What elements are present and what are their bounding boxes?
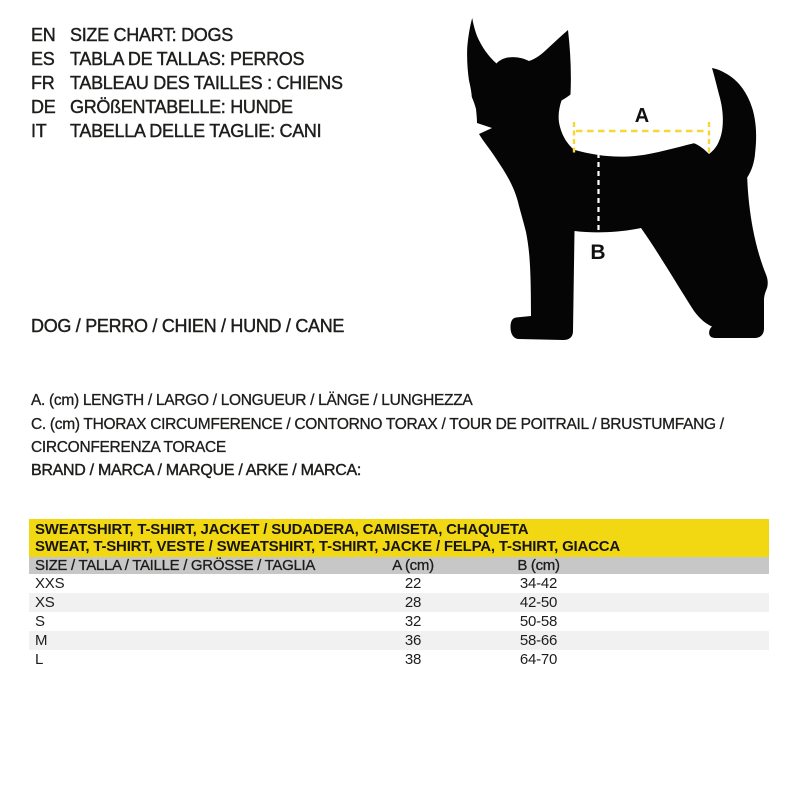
size-cell: L	[35, 651, 44, 668]
table-row	[29, 631, 769, 650]
table-header-row	[29, 557, 769, 574]
column-header-size: SIZE / TALLA / TAILLE / GRÖSSE / TAGLIA	[35, 557, 316, 574]
a-value-cell: 28	[404, 594, 422, 611]
size-cell: XS	[35, 594, 55, 611]
language-row	[31, 119, 343, 143]
language-title: SIZE CHART: DOGS	[70, 24, 233, 45]
table-title-line-1: SWEATSHIRT, T-SHIRT, JACKET / SUDADERA, CAMISETA, CHAQUETA	[35, 521, 529, 538]
language-code: FR	[31, 72, 55, 93]
table-row	[29, 593, 769, 612]
measurement-a-definition: A. (cm) LENGTH / LARGO / LONGUEUR / LÄNGE / LUNGHEZZA	[31, 392, 473, 409]
dog-measurement-diagram	[440, 0, 780, 348]
b-value-cell: 50-58	[519, 613, 558, 630]
language-title: TABELLA DELLE TAGLIE: CANI	[70, 120, 322, 141]
a-value-cell: 38	[404, 651, 422, 668]
table-row	[29, 612, 769, 631]
language-row	[31, 71, 343, 95]
table-row	[29, 574, 769, 593]
column-header-a: A (cm)	[392, 557, 434, 574]
b-value-cell: 64-70	[519, 651, 558, 668]
measurement-legend	[31, 389, 800, 460]
language-title: TABLEAU DES TAILLES : CHIENS	[70, 72, 343, 93]
language-list	[31, 23, 343, 143]
dog-silhouette-icon	[467, 18, 768, 340]
a-value-cell: 22	[404, 575, 422, 592]
size-table	[29, 519, 769, 669]
size-cell: S	[35, 613, 45, 630]
a-value-cell: 36	[404, 632, 422, 649]
measurement-c-definition: C. (cm) THORAX CIRCUMFERENCE / CONTORNO TORAX / TOUR DE POITRAIL / BRUSTUMFANG / CIRCONFERENZA TORACE	[31, 415, 724, 456]
language-code: DE	[31, 96, 56, 117]
animal-caption: DOG / PERRO / CHIEN / HUND / CANE	[31, 316, 345, 336]
measure-b-label: B	[590, 241, 606, 264]
brand-line: BRAND / MARCA / MARQUE / ARKE / MARCA:	[31, 462, 361, 479]
table-title-line-2: SWEAT, T-SHIRT, VESTE / SWEATSHIRT, T-SHIRT, JACKE / FELPA, T-SHIRT, GIACCA	[35, 538, 621, 555]
language-row	[31, 23, 343, 47]
language-title: TABLA DE TALLAS: PERROS	[70, 48, 305, 69]
language-code: ES	[31, 48, 55, 69]
language-row	[31, 47, 343, 71]
b-value-cell: 42-50	[519, 594, 558, 611]
measure-a-label: A	[634, 105, 650, 127]
table-title-banner	[29, 519, 769, 557]
language-title: GRÖßENTABELLE: HUNDE	[70, 96, 293, 117]
language-row	[31, 95, 343, 119]
language-code: EN	[31, 24, 56, 45]
size-cell: XXS	[35, 575, 65, 592]
language-code: IT	[31, 120, 47, 141]
column-header-b: B (cm)	[517, 557, 560, 574]
size-cell: M	[35, 632, 48, 649]
a-value-cell: 32	[404, 613, 422, 630]
table-row	[29, 650, 769, 669]
b-value-cell: 58-66	[519, 632, 558, 649]
b-value-cell: 34-42	[519, 575, 558, 592]
